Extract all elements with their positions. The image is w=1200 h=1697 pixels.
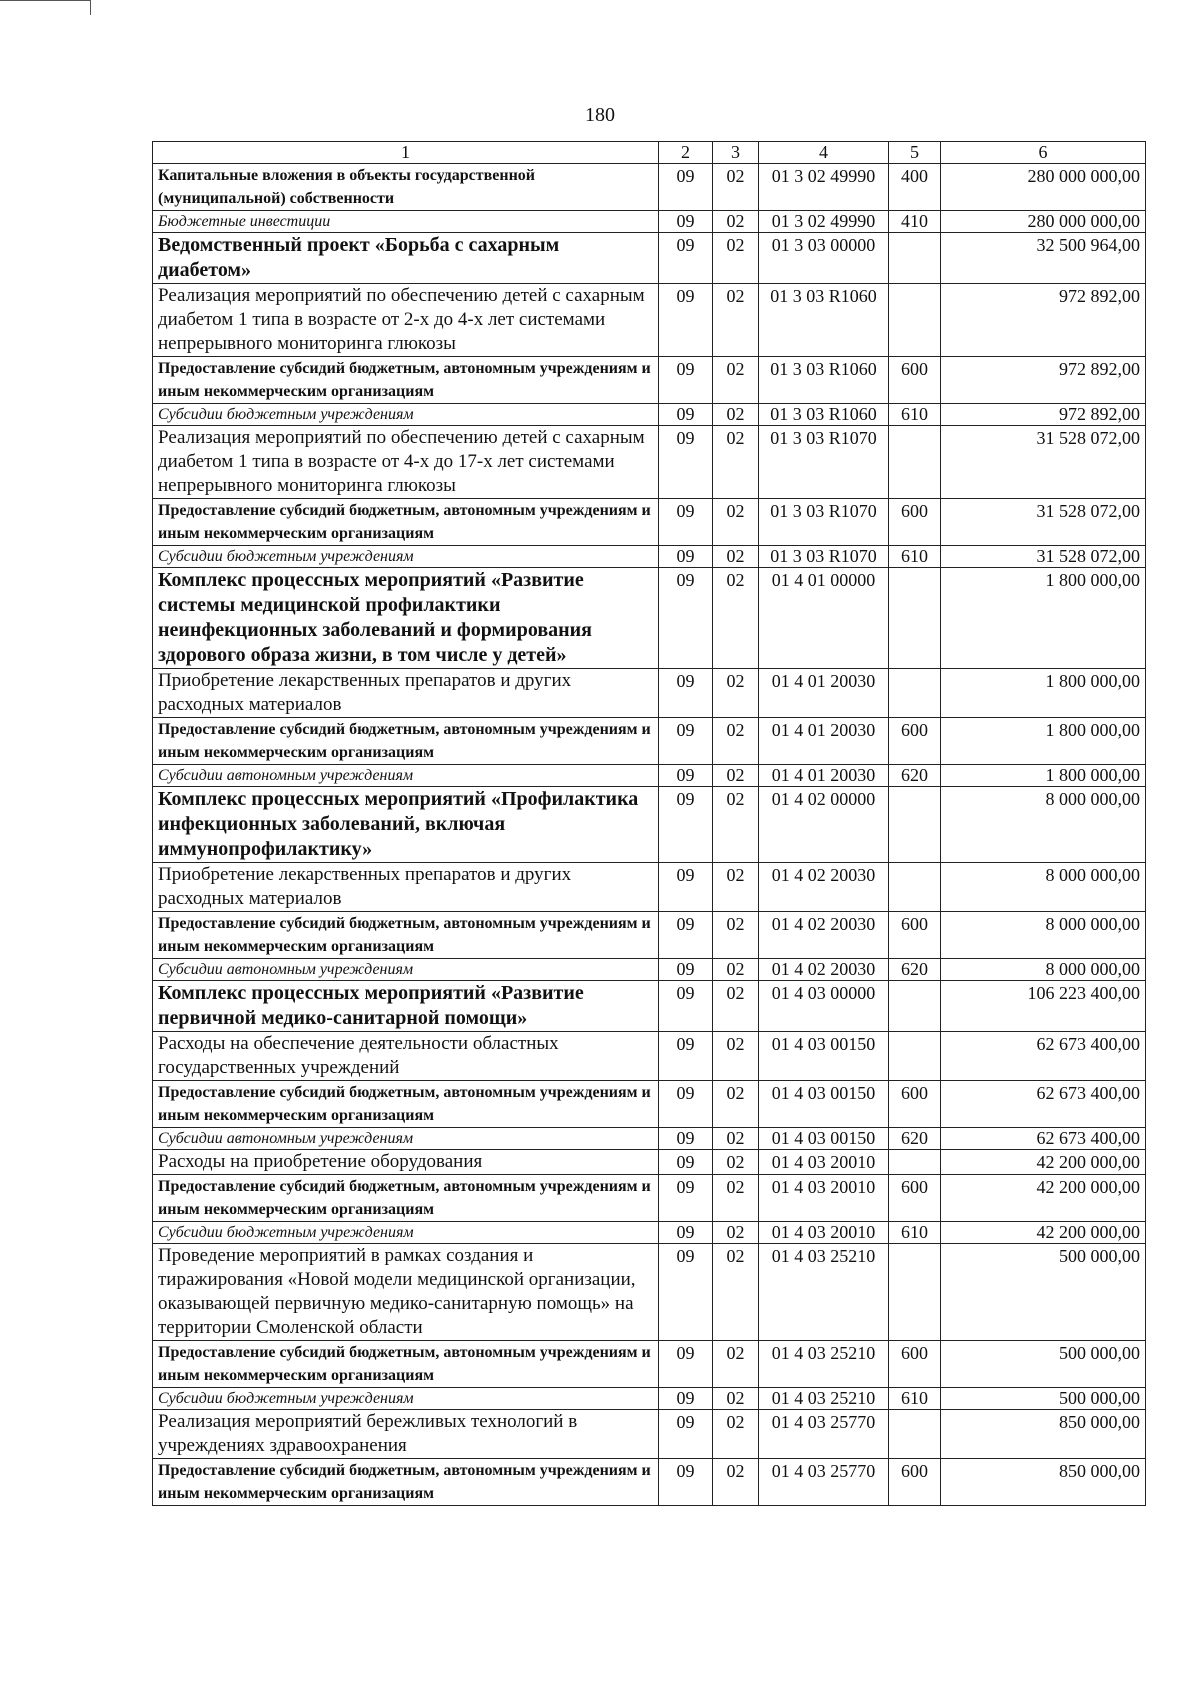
table-row [153,164,1146,211]
row-name-cell: Предоставление субсидий бюджетным, автономным учреждениям и иным некоммерческим организациям [153,1341,659,1388]
row-expense-type-cell: 620 [889,959,941,981]
table-row [153,404,1146,426]
table-row [153,233,1146,284]
row-section-cell: 09 [659,1222,713,1244]
row-amount-cell: 850 000,00 [941,1410,1146,1459]
row-name-cell: Приобретение лекарственных препаратов и других расходных материалов [153,669,659,718]
row-target-code-cell: 01 4 03 25210 [759,1388,889,1410]
row-target-code-cell: 01 4 02 20030 [759,863,889,912]
row-name-cell: Субсидии бюджетным учреждениям [153,546,659,568]
table-row [153,568,1146,669]
row-subsection-cell: 02 [713,164,759,211]
row-target-code-cell: 01 3 03 R1060 [759,357,889,404]
row-name-cell: Субсидии автономным учреждениям [153,765,659,787]
row-target-code-cell: 01 4 03 00150 [759,1128,889,1150]
row-name-cell: Субсидии бюджетным учреждениям [153,1388,659,1410]
row-amount-cell: 62 673 400,00 [941,1081,1146,1128]
row-subsection-cell: 02 [713,1410,759,1459]
row-section-cell: 09 [659,233,713,284]
row-subsection-cell: 02 [713,1081,759,1128]
row-target-code-cell: 01 3 03 00000 [759,233,889,284]
row-section-cell: 09 [659,211,713,233]
row-amount-cell: 972 892,00 [941,284,1146,357]
row-section-cell: 09 [659,568,713,669]
table-row [153,1128,1146,1150]
row-expense-type-cell [889,669,941,718]
header-cell-4: 4 [759,142,889,164]
row-target-code-cell: 01 3 03 R1060 [759,404,889,426]
row-expense-type-cell [889,568,941,669]
row-amount-cell: 42 200 000,00 [941,1150,1146,1175]
row-amount-cell: 31 528 072,00 [941,546,1146,568]
row-amount-cell: 32 500 964,00 [941,233,1146,284]
row-target-code-cell: 01 4 03 25210 [759,1341,889,1388]
table-row [153,912,1146,959]
row-expense-type-cell [889,1032,941,1081]
page-number: 180 [585,104,615,126]
row-name-cell: Капитальные вложения в объекты государственной (муниципальной) собственности [153,164,659,211]
header-cell-3: 3 [713,142,759,164]
row-target-code-cell: 01 4 02 00000 [759,787,889,863]
table-row [153,357,1146,404]
row-name-cell: Расходы на приобретение оборудования [153,1150,659,1175]
row-target-code-cell: 01 3 03 R1070 [759,426,889,499]
header-cell-5: 5 [889,142,941,164]
row-target-code-cell: 01 4 02 20030 [759,912,889,959]
row-name-cell: Реализация мероприятий по обеспечению детей с сахарным диабетом 1 типа в возрасте от 4-х до 17-х лет системами непрерывного мониторинга глюкозы [153,426,659,499]
row-name-cell: Приобретение лекарственных препаратов и других расходных материалов [153,863,659,912]
row-section-cell: 09 [659,404,713,426]
row-expense-type-cell: 610 [889,404,941,426]
row-amount-cell: 42 200 000,00 [941,1222,1146,1244]
row-subsection-cell: 02 [713,669,759,718]
row-name-cell: Предоставление субсидий бюджетным, автономным учреждениям и иным некоммерческим организациям [153,357,659,404]
row-section-cell: 09 [659,1032,713,1081]
row-section-cell: 09 [659,912,713,959]
row-name-cell: Комплекс процессных мероприятий «Профилактика инфекционных заболеваний, включая иммунопрофилактику» [153,787,659,863]
row-target-code-cell: 01 4 03 20010 [759,1150,889,1175]
row-target-code-cell: 01 3 03 R1060 [759,284,889,357]
row-name-cell: Предоставление субсидий бюджетным, автономным учреждениям и иным некоммерческим организациям [153,1081,659,1128]
row-target-code-cell: 01 4 03 25770 [759,1459,889,1506]
row-section-cell: 09 [659,718,713,765]
row-subsection-cell: 02 [713,357,759,404]
row-subsection-cell: 02 [713,912,759,959]
row-amount-cell: 500 000,00 [941,1341,1146,1388]
row-expense-type-cell: 600 [889,718,941,765]
table-row [153,1032,1146,1081]
row-section-cell: 09 [659,1341,713,1388]
row-target-code-cell: 01 4 02 20030 [759,959,889,981]
header-cell-1: 1 [153,142,659,164]
row-subsection-cell: 02 [713,959,759,981]
row-name-cell: Проведение мероприятий в рамках создания и тиражирования «Новой модели медицинской организации, оказывающей первичную медико-санитарную помощь» на территории Смоленской области [153,1244,659,1341]
row-section-cell: 09 [659,1175,713,1222]
row-subsection-cell: 02 [713,718,759,765]
row-expense-type-cell [889,426,941,499]
row-subsection-cell: 02 [713,1341,759,1388]
row-name-cell: Комплекс процессных мероприятий «Развитие первичной медико-санитарной помощи» [153,981,659,1032]
row-target-code-cell: 01 3 02 49990 [759,211,889,233]
row-target-code-cell: 01 3 02 49990 [759,164,889,211]
row-expense-type-cell: 400 [889,164,941,211]
row-section-cell: 09 [659,669,713,718]
row-target-code-cell: 01 4 01 00000 [759,568,889,669]
row-name-cell: Реализация мероприятий по обеспечению детей с сахарным диабетом 1 типа в возрасте от 2-х до 4-х лет системами непрерывного мониторинга глюкозы [153,284,659,357]
row-section-cell: 09 [659,1150,713,1175]
row-expense-type-cell: 600 [889,1459,941,1506]
row-amount-cell: 1 800 000,00 [941,568,1146,669]
row-section-cell: 09 [659,1459,713,1506]
row-section-cell: 09 [659,499,713,546]
row-amount-cell: 62 673 400,00 [941,1032,1146,1081]
row-name-cell: Субсидии бюджетным учреждениям [153,404,659,426]
row-target-code-cell: 01 4 01 20030 [759,669,889,718]
table-body [153,142,1146,1506]
table-row [153,499,1146,546]
row-target-code-cell: 01 4 01 20030 [759,718,889,765]
row-name-cell: Реализация мероприятий бережливых технологий в учреждениях здравоохранения [153,1410,659,1459]
row-amount-cell: 62 673 400,00 [941,1128,1146,1150]
row-name-cell: Предоставление субсидий бюджетным, автономным учреждениям и иным некоммерческим организациям [153,718,659,765]
row-expense-type-cell [889,284,941,357]
table-row [153,426,1146,499]
row-expense-type-cell [889,1244,941,1341]
row-name-cell: Бюджетные инвестиции [153,211,659,233]
row-section-cell: 09 [659,787,713,863]
header-row [153,142,1146,164]
row-amount-cell: 8 000 000,00 [941,863,1146,912]
row-name-cell: Субсидии бюджетным учреждениям [153,1222,659,1244]
row-subsection-cell: 02 [713,863,759,912]
row-expense-type-cell [889,233,941,284]
row-section-cell: 09 [659,959,713,981]
table-row [153,284,1146,357]
row-subsection-cell: 02 [713,1222,759,1244]
row-target-code-cell: 01 4 03 20010 [759,1175,889,1222]
row-section-cell: 09 [659,1244,713,1341]
row-amount-cell: 500 000,00 [941,1388,1146,1410]
row-target-code-cell: 01 3 03 R1070 [759,546,889,568]
row-expense-type-cell: 600 [889,912,941,959]
row-subsection-cell: 02 [713,787,759,863]
row-amount-cell: 106 223 400,00 [941,981,1146,1032]
row-target-code-cell: 01 4 03 20010 [759,1222,889,1244]
row-section-cell: 09 [659,426,713,499]
budget-table [152,141,1146,1506]
row-amount-cell: 972 892,00 [941,404,1146,426]
row-subsection-cell: 02 [713,765,759,787]
scan-edge-mark [0,0,91,15]
row-subsection-cell: 02 [713,1032,759,1081]
row-name-cell: Расходы на обеспечение деятельности областных государственных учреждений [153,1032,659,1081]
row-section-cell: 09 [659,164,713,211]
row-section-cell: 09 [659,1410,713,1459]
row-amount-cell: 1 800 000,00 [941,718,1146,765]
row-expense-type-cell [889,1410,941,1459]
row-target-code-cell: 01 4 03 00150 [759,1081,889,1128]
table-row [153,959,1146,981]
row-amount-cell: 31 528 072,00 [941,499,1146,546]
table-row [153,1081,1146,1128]
row-subsection-cell: 02 [713,1388,759,1410]
table-row [153,546,1146,568]
row-subsection-cell: 02 [713,404,759,426]
table-row [153,1150,1146,1175]
table-row [153,1244,1146,1341]
row-subsection-cell: 02 [713,546,759,568]
row-expense-type-cell: 610 [889,1222,941,1244]
row-subsection-cell: 02 [713,981,759,1032]
row-target-code-cell: 01 3 03 R1070 [759,499,889,546]
row-amount-cell: 1 800 000,00 [941,765,1146,787]
row-expense-type-cell: 600 [889,1175,941,1222]
row-amount-cell: 31 528 072,00 [941,426,1146,499]
row-subsection-cell: 02 [713,211,759,233]
row-section-cell: 09 [659,1081,713,1128]
table-row [153,863,1146,912]
row-amount-cell: 42 200 000,00 [941,1175,1146,1222]
header-cell-2: 2 [659,142,713,164]
row-expense-type-cell [889,981,941,1032]
row-target-code-cell: 01 4 03 25770 [759,1410,889,1459]
row-name-cell: Комплекс процессных мероприятий «Развитие системы медицинской профилактики неинфекционных заболеваний и формирования здорового образа жизни, в том числе у детей» [153,568,659,669]
row-expense-type-cell: 600 [889,499,941,546]
row-section-cell: 09 [659,1128,713,1150]
row-name-cell: Предоставление субсидий бюджетным, автономным учреждениям и иным некоммерческим организациям [153,1175,659,1222]
row-target-code-cell: 01 4 01 20030 [759,765,889,787]
row-name-cell: Субсидии автономным учреждениям [153,1128,659,1150]
row-amount-cell: 972 892,00 [941,357,1146,404]
row-subsection-cell: 02 [713,426,759,499]
row-name-cell: Предоставление субсидий бюджетным, автономным учреждениям и иным некоммерческим организациям [153,1459,659,1506]
table-row [153,1410,1146,1459]
table-row [153,765,1146,787]
table-row [153,211,1146,233]
row-subsection-cell: 02 [713,568,759,669]
row-subsection-cell: 02 [713,284,759,357]
row-expense-type-cell: 600 [889,357,941,404]
row-expense-type-cell: 610 [889,1388,941,1410]
table-row [153,1459,1146,1506]
row-target-code-cell: 01 4 03 25210 [759,1244,889,1341]
row-section-cell: 09 [659,357,713,404]
row-target-code-cell: 01 4 03 00000 [759,981,889,1032]
row-subsection-cell: 02 [713,1244,759,1341]
row-section-cell: 09 [659,863,713,912]
header-cell-6: 6 [941,142,1146,164]
row-expense-type-cell: 620 [889,1128,941,1150]
row-amount-cell: 1 800 000,00 [941,669,1146,718]
row-expense-type-cell [889,863,941,912]
row-subsection-cell: 02 [713,1128,759,1150]
row-subsection-cell: 02 [713,499,759,546]
table-row [153,1222,1146,1244]
row-amount-cell: 8 000 000,00 [941,787,1146,863]
row-expense-type-cell: 620 [889,765,941,787]
row-subsection-cell: 02 [713,1150,759,1175]
row-section-cell: 09 [659,1388,713,1410]
row-amount-cell: 500 000,00 [941,1244,1146,1341]
row-expense-type-cell [889,1150,941,1175]
row-expense-type-cell: 410 [889,211,941,233]
row-name-cell: Ведомственный проект «Борьба с сахарным диабетом» [153,233,659,284]
row-subsection-cell: 02 [713,233,759,284]
row-name-cell: Предоставление субсидий бюджетным, автономным учреждениям и иным некоммерческим организациям [153,499,659,546]
row-amount-cell: 850 000,00 [941,1459,1146,1506]
table-row [153,1341,1146,1388]
row-amount-cell: 8 000 000,00 [941,912,1146,959]
table-row [153,718,1146,765]
row-subsection-cell: 02 [713,1459,759,1506]
row-subsection-cell: 02 [713,1175,759,1222]
row-section-cell: 09 [659,546,713,568]
table-row [153,1175,1146,1222]
row-expense-type-cell [889,787,941,863]
table-row [153,787,1146,863]
row-name-cell: Субсидии автономным учреждениям [153,959,659,981]
row-section-cell: 09 [659,981,713,1032]
table-row [153,1388,1146,1410]
table-row [153,981,1146,1032]
row-name-cell: Предоставление субсидий бюджетным, автономным учреждениям и иным некоммерческим организациям [153,912,659,959]
row-amount-cell: 280 000 000,00 [941,164,1146,211]
row-expense-type-cell: 610 [889,546,941,568]
table-row [153,669,1146,718]
row-expense-type-cell: 600 [889,1341,941,1388]
row-expense-type-cell: 600 [889,1081,941,1128]
row-section-cell: 09 [659,284,713,357]
row-amount-cell: 280 000 000,00 [941,211,1146,233]
row-section-cell: 09 [659,765,713,787]
row-target-code-cell: 01 4 03 00150 [759,1032,889,1081]
row-amount-cell: 8 000 000,00 [941,959,1146,981]
